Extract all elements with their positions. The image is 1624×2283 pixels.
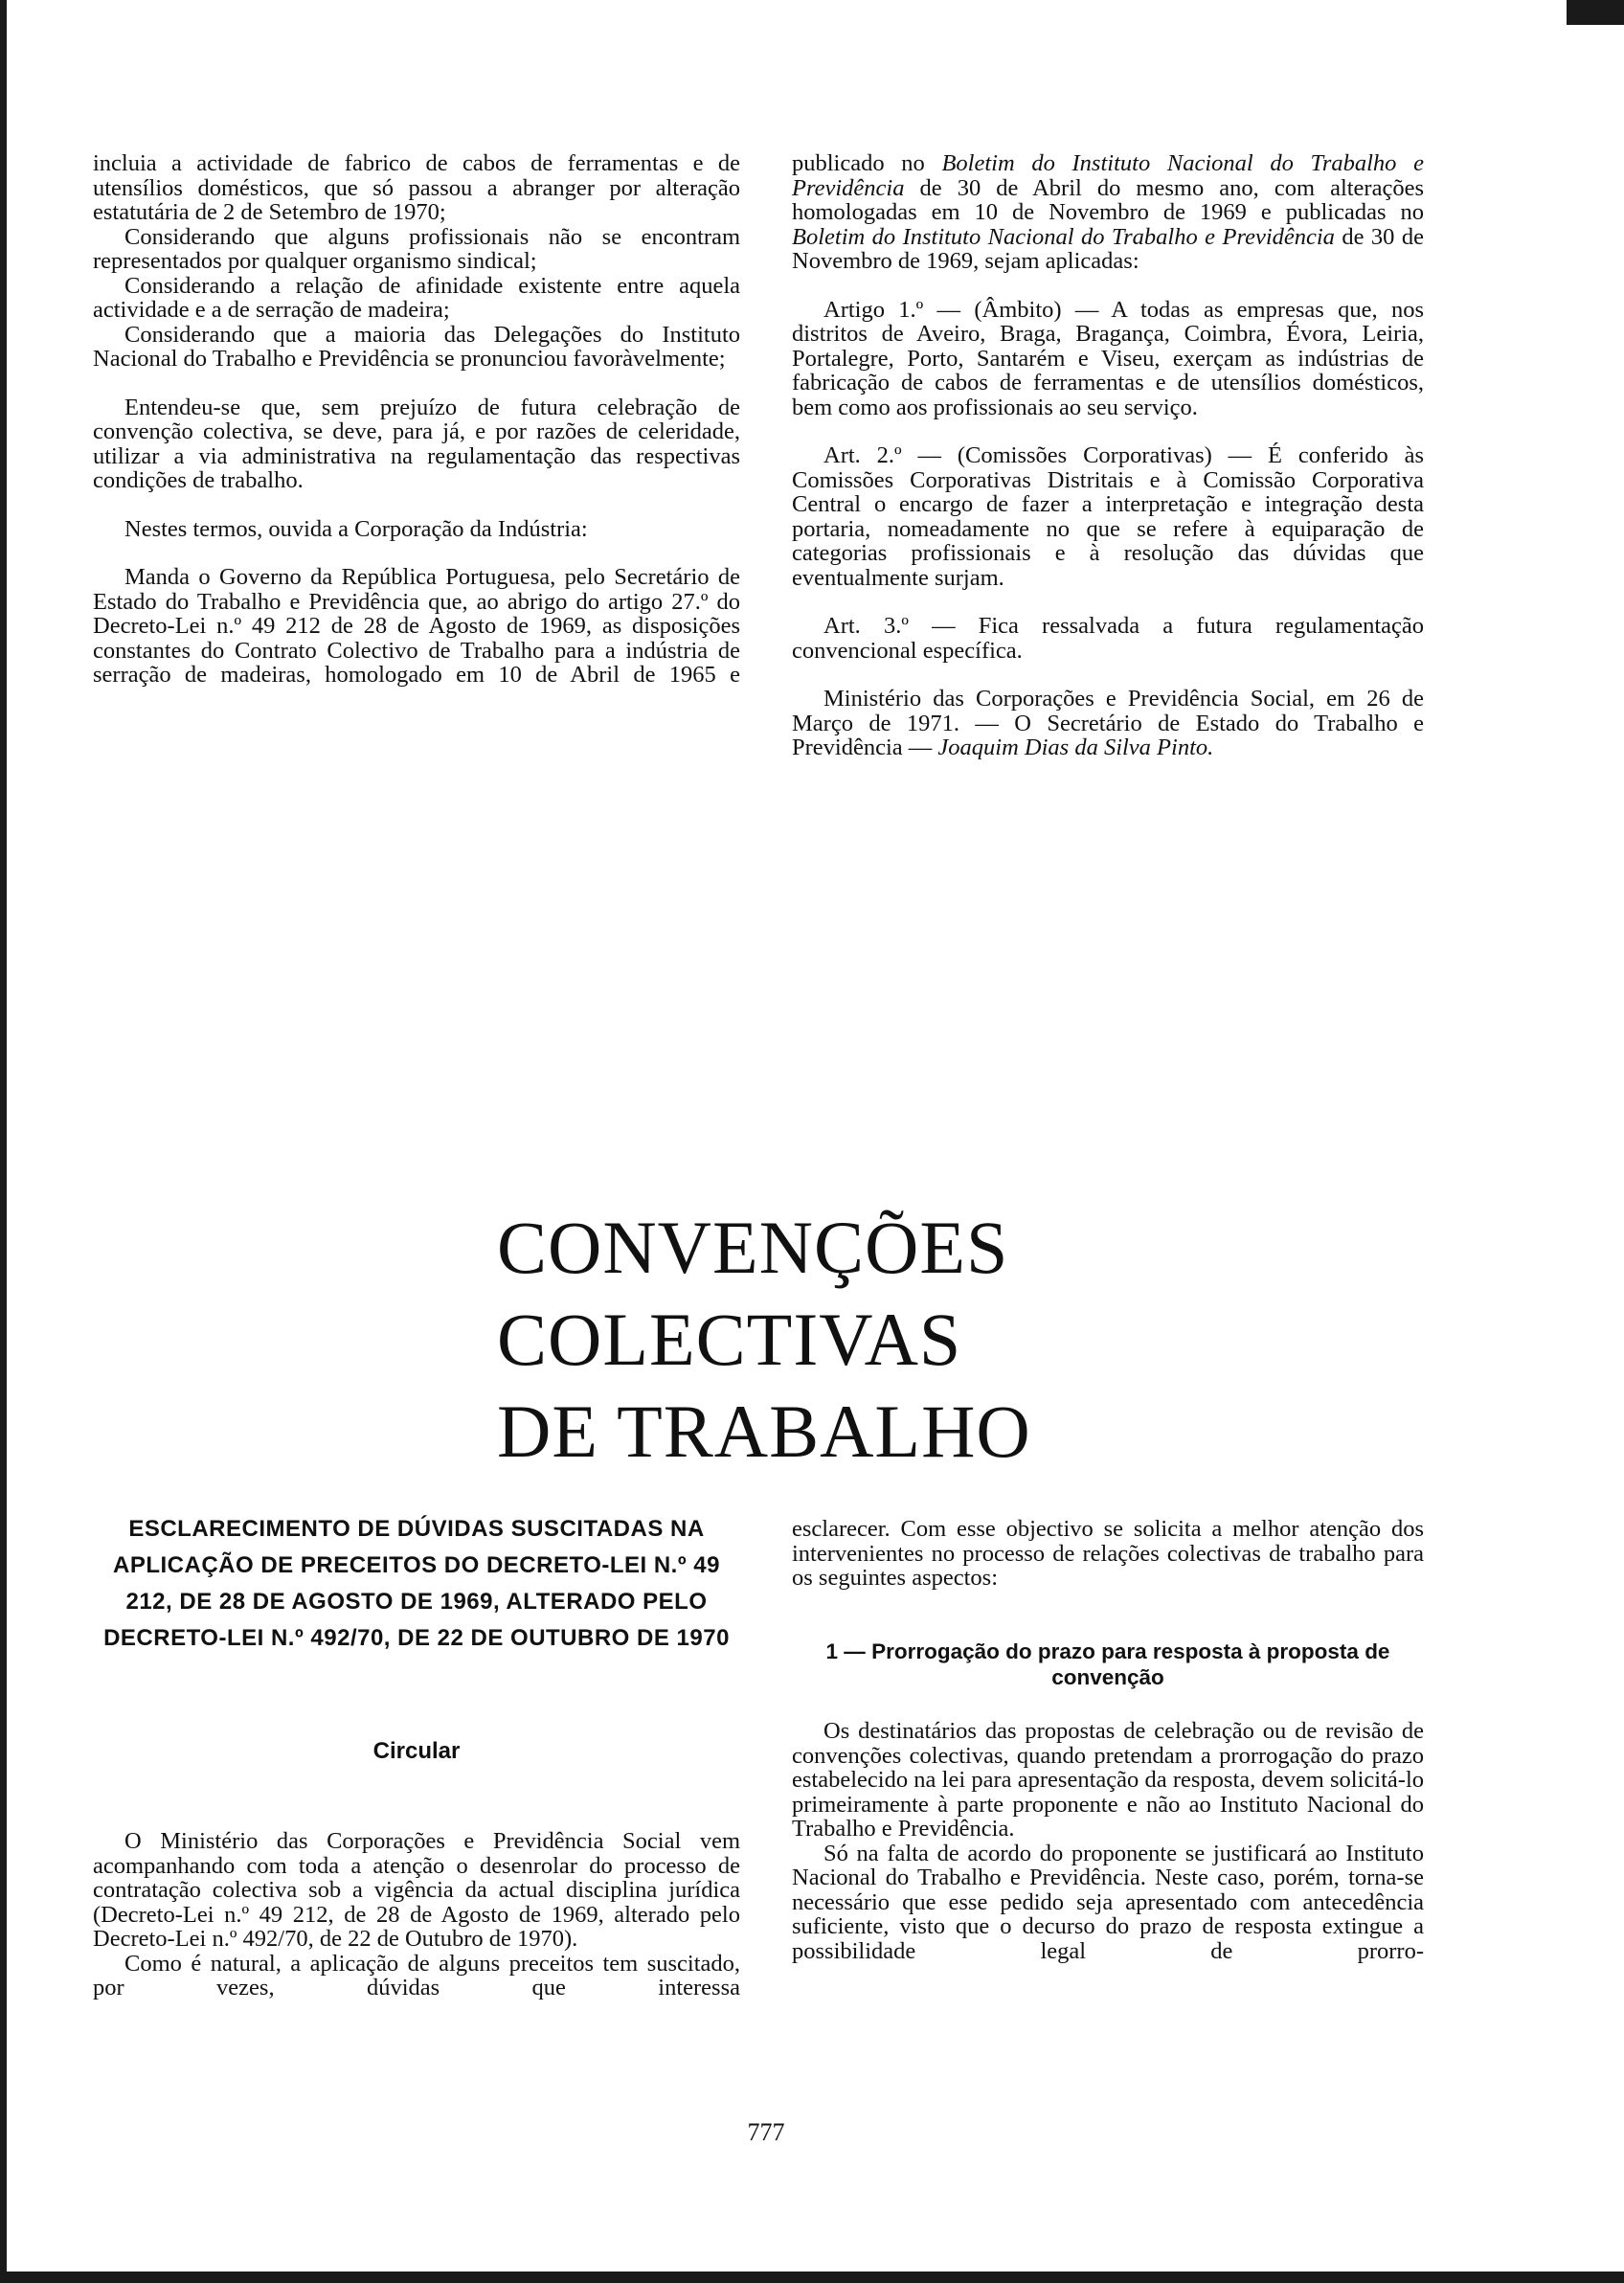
circular-label: Circular <box>372 1738 461 1764</box>
paragraph: Nestes termos, ouvida a Corporação da Indústria: <box>124 515 588 542</box>
scan-edge-corner <box>1567 0 1624 25</box>
section-title-line: DE TRABALHO <box>497 1390 1031 1473</box>
text-run: Ministério das Corporações e Previdência Social, em 26 de Março de 1971. — O Secretário de Estado do Trabalho e Previdência — <box>792 686 1424 760</box>
paragraph: Considerando a relação de afinidade existente entre aquela actividade e a de serração de madeira; <box>93 272 740 323</box>
paragraph: Só na falta de acordo do proponente se justificará ao Instituto Nacional do Trabalho e Previdência. Neste caso, porém, torna-se necessário que esse pedido seja apresentado com antecedência suficiente, visto que o decurso do prazo de resposta extingue a possibilidade legal de prorro- <box>792 1840 1424 1964</box>
italic-title: Boletim do Instituto Nacional do Trabalho e Previdência <box>792 150 1424 201</box>
circular-heading: ESCLARECIMENTO DE DÚVIDAS SUSCITADAS NA APLICAÇÃO DE PRECEITOS DO DECRETO-LEI N.º 49 212, DE 28 DE AGOSTO DE 1969, ALTERADO PELO DECRETO-LEI N.º 492/70, DE 22 DE OUTUBRO DE 1970 <box>103 1516 730 1651</box>
scan-edge-bottom <box>0 2272 1624 2283</box>
paragraph: O Ministério das Corporações e Previdência Social vem acompanhando com toda a atenção o desenrolar do processo de contratação colectiva sob a vigência da actual disciplina jurídica (Decreto-Lei n.º 49 212, de 28 de Agosto de 1969, alterado pelo Decreto-Lei n.º 492/70, de 22 de Outubro de 1970). <box>93 1828 740 1952</box>
paragraph: incluia a actividade de fabrico de cabos de ferramentas e de utensílios domésticos, que só passou a abranger por alteração estatutária de 2 de Setembro de 1970; <box>93 150 740 225</box>
paragraph: Considerando que alguns profissionais não se encontram representados por qualquer organismo sindical; <box>93 223 740 274</box>
closing <box>792 687 1424 760</box>
text-run: de 30 de Abril do mesmo ano, com alterações homologadas em 10 de Novembro de 1969 e publicadas no <box>792 174 1424 225</box>
paragraph: Entendeu-se que, sem prejuízo de futura celebração de convenção colectiva, se deve, para já, e por razões de celeridade, utilizar a via administrativa na regulamentação das respectivas condições de trabalho. <box>93 394 740 493</box>
article-1: Artigo 1.º — (Âmbito) — A todas as empresas que, nos distritos de Aveiro, Braga, Bragança, Coimbra, Évora, Leiria, Portalegre, Porto, Santarém e Viseu, exerçam as indústrias de fabricação de cabos de ferramentas e de utensílios domésticos, bem como aos profissionais ao seu serviço. <box>792 296 1424 420</box>
top-right-column <box>792 151 1424 760</box>
text-run: de 30 de Novembro de 1969, sejam aplicadas: <box>792 223 1424 274</box>
paragraph: Como é natural, a aplicação de alguns preceitos tem suscitado, por vezes, dúvidas que interessa <box>93 1950 740 2000</box>
signature-name: Joaquim Dias da Silva Pinto. <box>937 735 1214 760</box>
bottom-right-column <box>792 1719 1424 1963</box>
paragraph <box>792 151 1424 274</box>
article-2: Art. 2.º — (Comissões Corporativas) — É conferido às Comissões Corporativas Distritais e à Comissão Corporativa Central o encargo de fazer a interpretação e integração desta portaria, nomeadamente no que se refere à equiparação de categorias profissionais e à resolução das dúvidas que eventualmente surjam. <box>792 442 1424 591</box>
page-number: 777 <box>747 2118 785 2146</box>
article-3: Art. 3.º — Fica ressalvada a futura regulamentação convencional específica. <box>792 613 1424 664</box>
section-title <box>497 1202 1435 1478</box>
scan-edge-left <box>0 0 7 2283</box>
text-run: publicado no <box>792 150 942 176</box>
subsection-heading: 1 — Prorrogação do prazo para resposta à proposta de convenção <box>825 1639 1390 1689</box>
paragraph: Manda o Governo da República Portuguesa, pelo Secretário de Estado do Trabalho e Previdência que, ao abrigo do artigo 27.º do Decreto-Lei n.º 49 212 de 28 de Agosto de 1969, as disposições constantes do Contrato Colectivo de Trabalho para a indústria de serração de madeiras, homologado em 10 de Abril de 1965 e <box>93 564 740 688</box>
paragraph: Considerando que a maioria das Delegações do Instituto Nacional do Trabalho e Previdência se pronunciou favoràvelmente; <box>93 321 740 372</box>
bottom-right-intro <box>792 1517 1424 1591</box>
section-title-line: CONVENÇÕES COLECTIVAS <box>497 1206 1009 1381</box>
top-left-column <box>93 151 740 688</box>
paragraph: Os destinatários das propostas de celebração ou de revisão de convenções colectivas, quando pretendam a prorrogação do prazo estabelecido na lei para apresentação da resposta, devem solicitá-lo primeiramente à parte proponente e não ao Instituto Nacional do Trabalho e Previdência. <box>792 1718 1424 1842</box>
paragraph: esclarecer. Com esse objectivo se solicita a melhor atenção dos intervenientes no processo de relações colectivas de trabalho para os seguintes aspectos: <box>792 1516 1424 1591</box>
bottom-left-column <box>93 1829 740 2000</box>
italic-title: Boletim do Instituto Nacional do Trabalho e Previdência <box>792 223 1335 250</box>
